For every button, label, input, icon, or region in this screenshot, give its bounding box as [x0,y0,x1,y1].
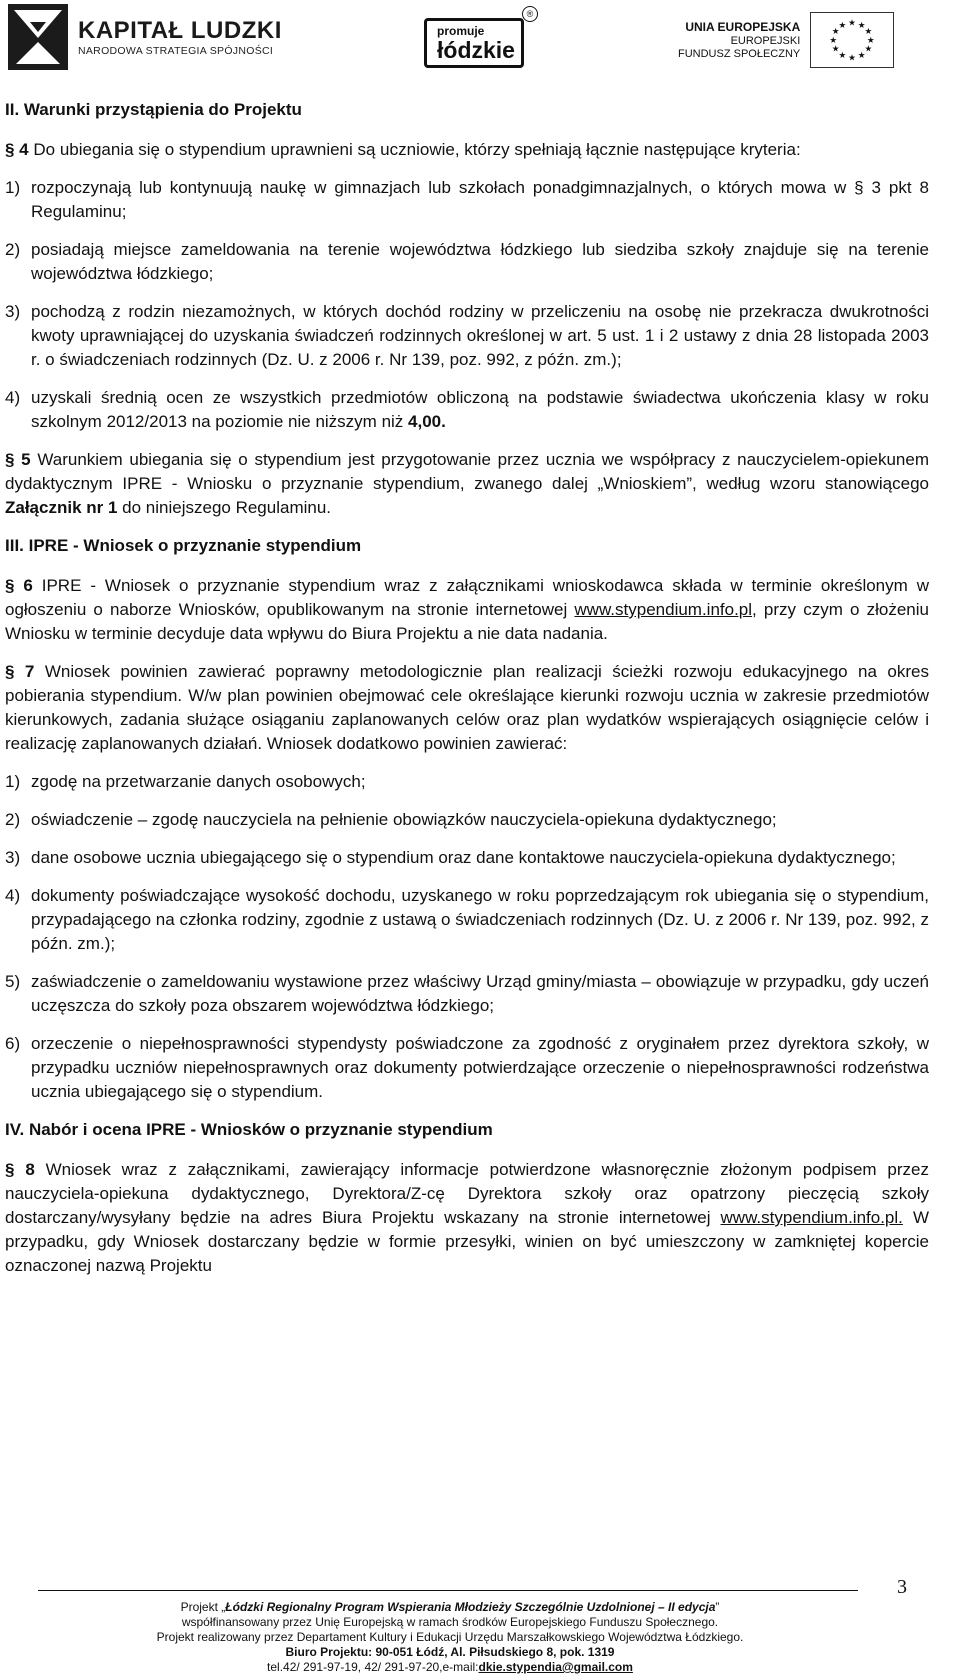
footer-divider [38,1590,858,1591]
criteria-item-number: 2) [5,240,21,259]
list-item [5,808,929,832]
paragraph-5-text-a: Warunkiem ubiegania się o stypendium jest przygotowanie przez ucznia we współpracy z nauczycielem-opiekunem dydaktycznym IPRE - Wniosku o przyznanie stypendium, zwanego dalej „Wnioskiem”, według wzoru stanowiącego [5,450,929,493]
website-link[interactable]: www.stypendium.info.pl. [720,1208,903,1227]
eu-fund-line1: EUROPEJSKI [730,34,801,47]
criteria-item-text: rozpoczynają lub kontynuują naukę w gimnazjach lub szkołach ponadgimnazjalnych, o których mowa w § 3 pkt 8 Regulaminu; [31,178,929,221]
svg-text:★: ★ [848,18,857,29]
criteria-4-text: uzyskali średnią ocen ze wszystkich przedmiotów obliczoną na podstawie świadectwa ukończenia klasy w roku szkolnym 2012/2013 na poziomie nie niższym niż [31,388,929,431]
criteria-item [5,238,929,286]
paragraph-6 [5,574,929,646]
list-item-text: zaświadczenie o zameldowaniu wystawione przez właściwy Urząd gminy/miasta – obowiązuje w przypadku, gdy uczeń uczęszcza do szkoły poza obszarem województwa łódzkiego; [31,972,929,1015]
kapital-ludzki-name: KAPITAŁ LUDZKI [78,17,282,44]
footer-email-link[interactable]: dkie.stypendia@gmail.com [478,1660,633,1674]
eu-logo [678,12,894,68]
page-footer [40,1600,860,1675]
paragraph-5 [5,448,929,520]
paragraph-5-text-b: do niniejszego Regulaminu. [117,498,332,517]
svg-text:★: ★ [829,35,838,46]
list-item-text: oświadczenie – zgodę nauczyciela na pełnienie obowiązków nauczyciela-opiekuna dydaktycznego; [31,810,777,829]
svg-text:★: ★ [838,50,847,61]
kapital-ludzki-subtitle: NARODOWA STRATEGIA SPÓJNOŚCI [78,45,274,57]
footer-phone: tel.42/ 291-97-19, 42/ 291-97-20,e-mail: [267,1660,479,1674]
list-item-number: 4) [5,886,21,905]
lodzkie-big-text: łódzkie [437,36,515,63]
list-item-number: 6) [5,1034,21,1053]
registered-mark-icon: ® [522,6,538,22]
footer-funding-line: współfinansowany przez Unię Europejską w ramach środków Europejskiego Funduszu Społecznego. [181,1615,719,1629]
list-item-text: zgodę na przetwarzanie danych osobowych; [31,772,366,791]
page-number: 3 [897,1576,907,1598]
page-header [0,0,960,80]
svg-text:★: ★ [858,20,866,31]
svg-text:★: ★ [858,50,866,61]
paragraph-5-attachment: Załącznik nr 1 [5,498,118,517]
promuje-lodzkie-logo [424,4,542,72]
svg-text:★: ★ [864,44,873,55]
kapital-ludzki-logo [8,4,282,70]
criteria-item-text: pochodzą z rodzin niezamożnych, w których dochód rodziny w przeliczeniu na osobę nie przekracza dwukrotności kwoty uprawniającej do uzyskania świadczeń rodzinnych określonej w art. 5 ust. 1 i 2 ustawy z dnia 28 listopada 2003 r. o świadczeniach rodzinnych (Dz. U. z 2006 r. Nr 139, poz. 992, z późn. zm.); [31,302,929,369]
paragraph-6-number: § 6 [5,576,33,595]
list-item-text: dane osobowe ucznia ubiegającego się o stypendium oraz dane kontaktowe nauczyciela-opiekuna dydaktycznego; [31,848,896,867]
kapital-ludzki-flag-icon [8,4,68,70]
criteria-item [5,176,929,224]
website-link[interactable]: www.stypendium.info.pl [574,600,753,619]
eu-fund-line2: FUNDUSZ SPOŁECZNY [678,47,801,60]
paragraph-5-number: § 5 [5,450,31,469]
paragraph-6-text-b: , przy czym o złożeniu Wniosku w terminie decyduje data wpływu do Biura Projektu a nie data nadania. [5,600,929,643]
svg-text:★: ★ [867,35,875,46]
criteria-item-text: posiadają miejsce zameldowania na terenie województwa łódzkiego lub siedziba szkoły znajduje się na terenie województwa łódzkiego; [31,240,929,283]
list-item-number: 1) [5,772,21,791]
list-item [5,846,929,870]
list-item-number: 2) [5,810,21,829]
document-body [5,98,929,1292]
footer-project-suffix: ” [715,1600,720,1614]
paragraph-6-text-a: IPRE - Wniosek o przyznanie stypendium wraz z załącznikami wnioskodawca składa w terminie określonym w ogłoszeniu o naborze Wniosków, opublikowanym na stronie internetowej [5,576,929,619]
list-item [5,770,929,794]
list-item [5,970,929,1018]
paragraph-7 [5,660,929,756]
list-item [5,1032,929,1104]
section-3-heading: III. IPRE - Wniosek o przyznanie stypendium [5,536,362,555]
paragraph-7-text: Wniosek powinien zawierać poprawny metodologicznie plan realizacji ścieżki rozwoju edukacyjnego na okres pobierania stypendium. W/w plan powinien obejmować cele określające kierunki rozwoju ucznia w zakresie przedmiotów kierunkowych, zadania służące osiąganiu zaplanowanych celów oraz plan wydatków wspierających osiągnięcie celów i realizację zaplanowanych działań. Wniosek dodatkowo powinien zawierać: [5,662,929,753]
paragraph-8-number: § 8 [5,1160,35,1179]
criteria-4-grade: 4,00. [408,412,446,431]
criteria-item [5,386,929,434]
footer-contact-line [40,1660,860,1675]
list-item-text: dokumenty poświadczające wysokość dochodu, uzyskanego w roku poprzedzającym rok ubiegania się o stypendium, przypadającego na członka rodziny, zgodnie z ustawą o świadczeniach rodzinnych (Dz. U. z 2006 r. Nr 139, poz. 992, z późn. zm.); [31,886,929,953]
paragraph-4-number: § 4 [5,140,29,159]
paragraph-8 [5,1158,929,1278]
svg-text:★: ★ [864,27,873,38]
paragraph-8-text-b: W przypadku, gdy Wniosek dostarczany będzie w formie przesyłki, winien on być umieszczony w zamkniętej kopercie oznaczonej nazwą Projektu [5,1208,929,1275]
criteria-item-text [31,386,929,434]
criteria-item-number: 4) [5,388,21,407]
paragraph-4 [5,138,929,162]
list-item-text: orzeczenie o niepełnosprawności stypendysty poświadczone za zgodność z oryginałem przez dyrektora szkoły, w przypadku uczniów niepełnosprawnych oraz dokumenty potwierdzające orzeczenie o niepełnosprawności rodzeństwa ucznia ubiegającego się o stypendium. [31,1034,929,1101]
section-2-heading: II. Warunki przystąpienia do Projektu [5,100,302,119]
paragraph-7-number: § 7 [5,662,35,681]
criteria-item-number: 3) [5,302,21,321]
paragraph-8-text-a: Wniosek wraz z załącznikami, zawierający informacje potwierdzone własnoręcznie złożonym podpisem przez nauczyciela-opiekuna dydaktycznego, Dyrektora/Z-cę Dyrektora szkoły oraz opatrzony pieczęcią szkoły dostarczany/wysyłany będzie na adres Biura Projektu wskazany na stronie internetowej [5,1160,930,1227]
svg-text:★: ★ [848,53,857,64]
svg-text:★: ★ [831,44,840,55]
list-item-number: 3) [5,848,21,867]
eu-stars-flag-icon [810,12,894,68]
criteria-item-number: 1) [5,178,21,197]
footer-project-prefix: Projekt „ [180,1600,226,1614]
paragraph-4-text: Do ubiegania się o stypendium uprawnieni są uczniowie, którzy spełniają łącznie następujące kryteria: [28,140,801,159]
lodzkie-small-text: promuje [437,23,485,38]
svg-text:★: ★ [838,20,847,31]
footer-office-address: Biuro Projektu: 90-051 Łódź, Al. Piłsudskiego 8, pok. 1319 [285,1645,615,1659]
footer-realization-line: Projekt realizowany przez Departament Kultury i Edukacji Urzędu Marszałkowskiego Województwa Łódzkiego. [156,1630,744,1644]
footer-project-line [40,1600,860,1615]
section-4-heading: IV. Nabór i ocena IPRE - Wniosków o przyznanie stypendium [5,1120,493,1139]
criteria-item [5,300,929,372]
list-item-number: 5) [5,972,21,991]
list-item [5,884,929,956]
eu-name: UNIA EUROPEJSKA [685,19,801,34]
svg-text:★: ★ [831,27,840,38]
footer-project-name: Łódzki Regionalny Program Wspierania Młodzieży Szczególnie Uzdolnionej – II edycja [225,1600,716,1614]
